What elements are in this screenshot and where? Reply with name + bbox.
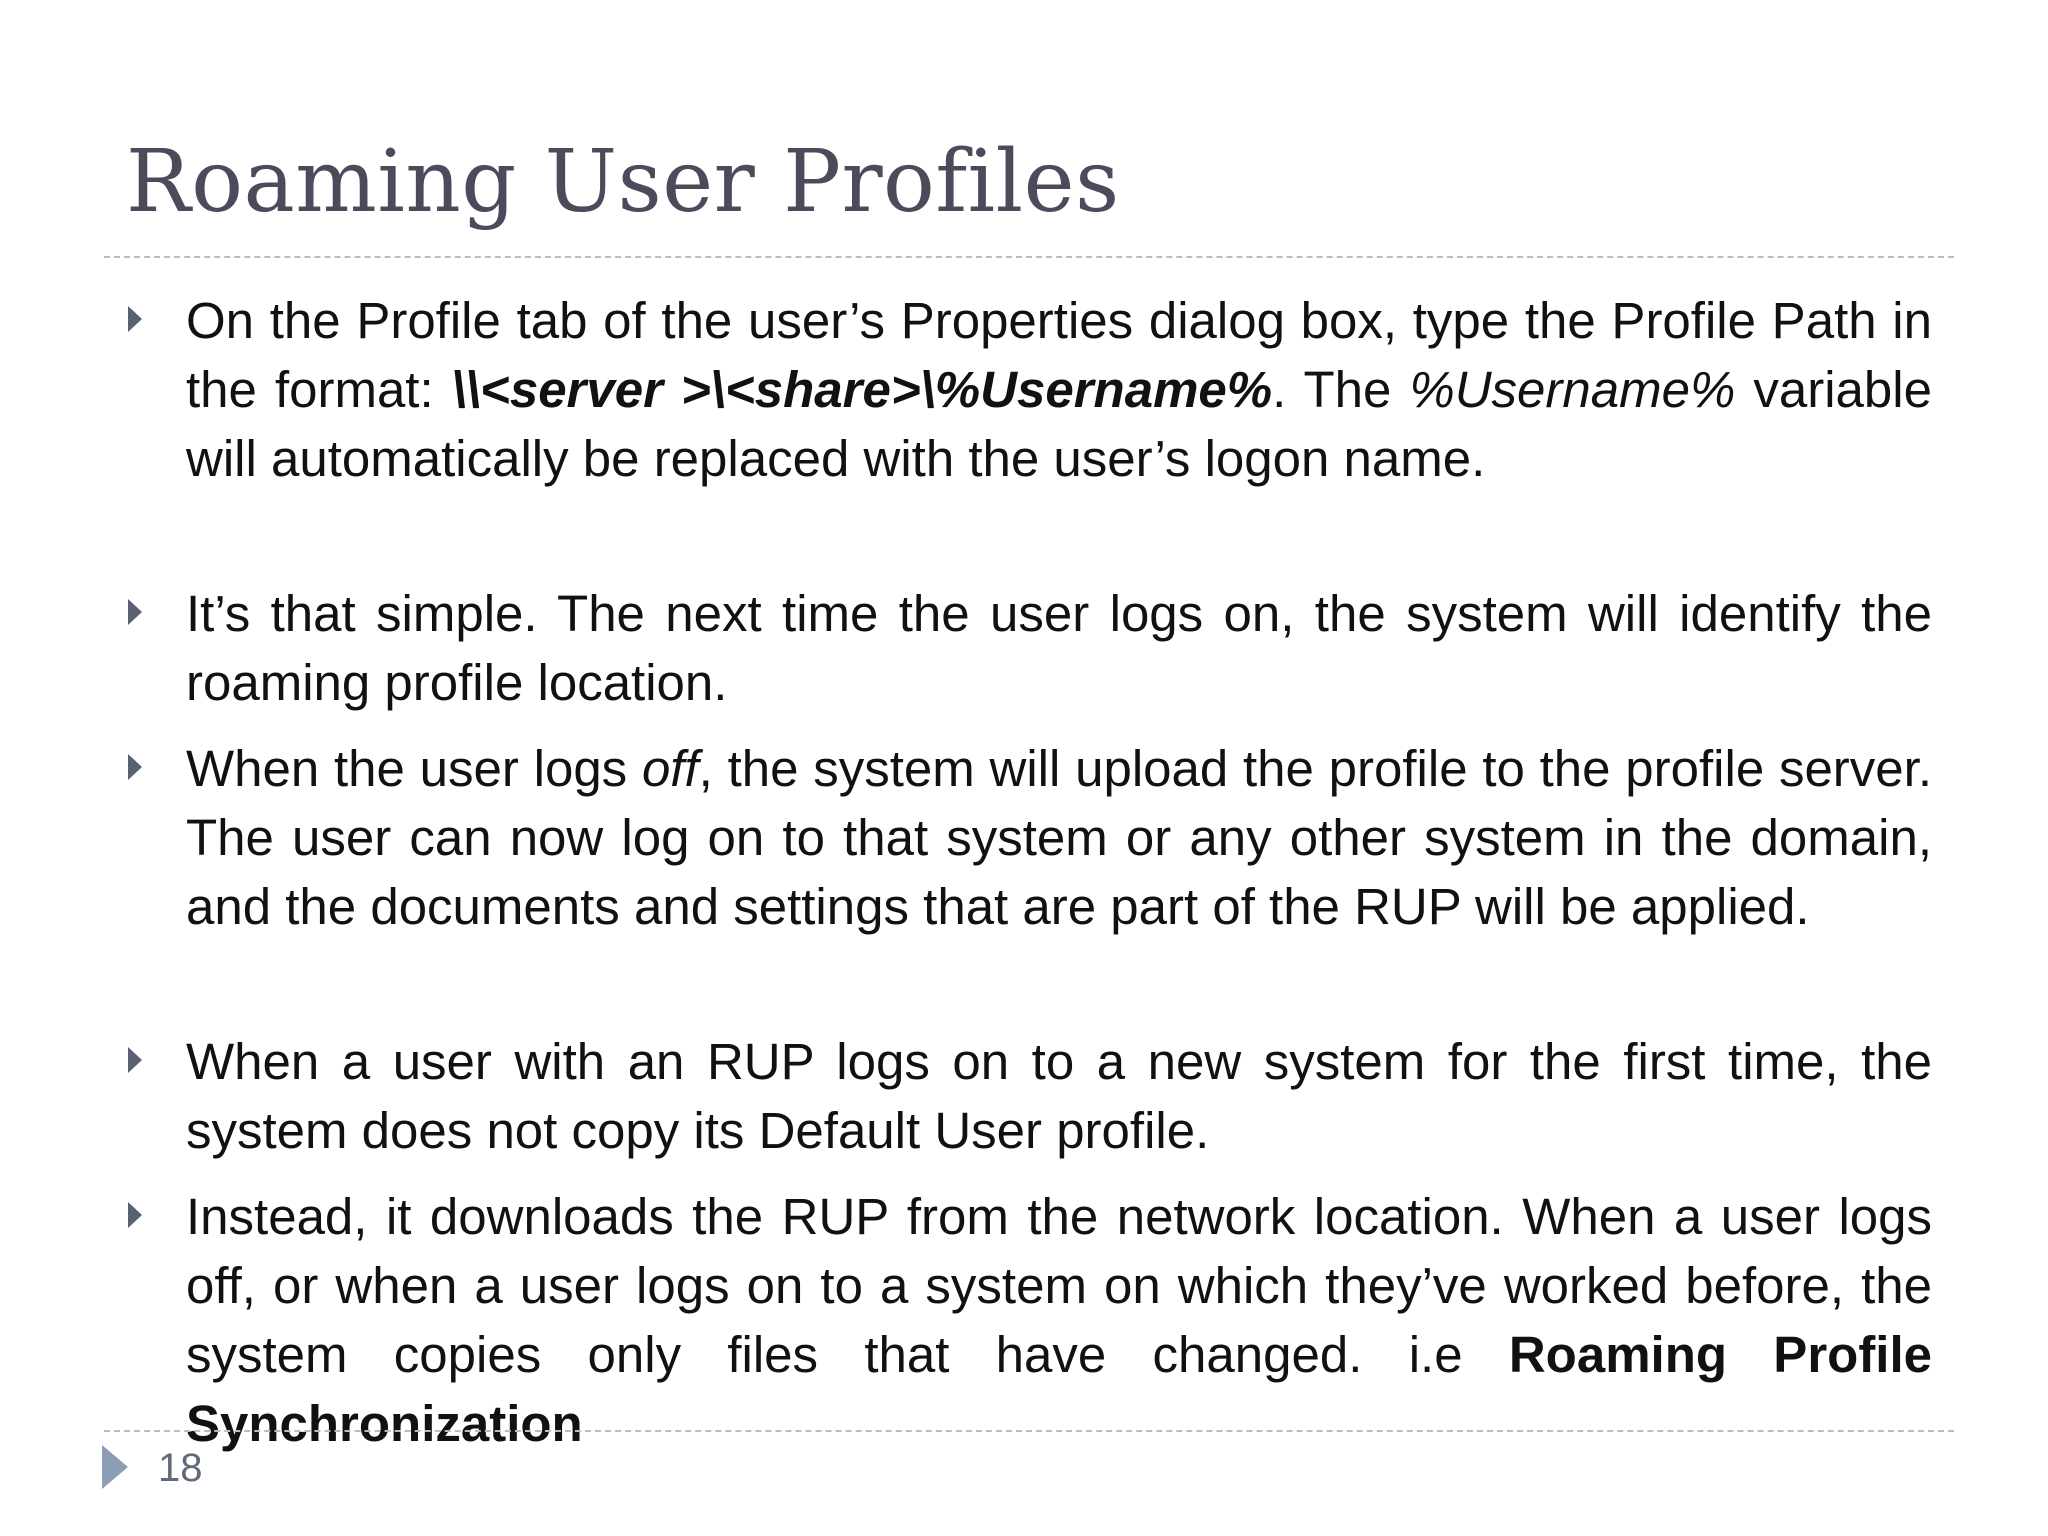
bullet-text-segment: %Username% — [1409, 361, 1736, 418]
bullet-text-segment: off — [641, 740, 699, 797]
bullet-text — [186, 734, 1932, 941]
footer-arrow-icon — [102, 1445, 128, 1489]
bullet-text-segment: variable will automatically be replaced with the user’s logon name. — [186, 361, 1932, 487]
bullet-text-segment: \\<server >\<share>\%Username% — [451, 361, 1273, 418]
bullet-text-segment: . The — [1272, 361, 1410, 418]
triangle-bullet-icon — [128, 599, 142, 625]
bullet-text-segment: When the user logs — [186, 740, 642, 797]
bullet-text-segment: On the Profile tab of the user’s Properties dialog box, type the Profile Path in the format: — [186, 292, 1932, 418]
footer-divider — [104, 1430, 1954, 1432]
triangle-bullet-icon — [128, 1202, 142, 1228]
bullet-text-segment: Instead, it downloads the RUP from the network location. When a user logs off, or when a user logs on to a system on which they’ve worked before, the system copies only files that have changed. i.e — [186, 1188, 1932, 1383]
triangle-bullet-icon — [128, 306, 142, 332]
bullet-text-segment: When a user with an RUP logs on to a new system for the first time, the system does not copy its Default User profile. — [186, 1033, 1932, 1159]
title-divider — [104, 256, 1954, 258]
triangle-bullet-icon — [128, 1047, 142, 1073]
bullet-text — [186, 1182, 1932, 1458]
page-number: 18 — [158, 1446, 203, 1490]
slide-title: Roaming User Profiles — [126, 132, 1120, 232]
bullet-text-segment: Roaming Profile Synchronization — [186, 1326, 1932, 1452]
triangle-bullet-icon — [128, 754, 142, 780]
bullet-text — [186, 579, 1932, 717]
bullet-text — [186, 1027, 1932, 1165]
bullet-text-segment: It’s that simple. The next time the user logs on, the system will identify the roaming profile location. — [186, 585, 1932, 711]
bullet-text — [186, 286, 1932, 493]
bullet-text-segment: , the system will upload the profile to the profile server. The user can now log on to that system or any other system in the domain, and the documents and settings that are part of the RUP will be applied. — [186, 740, 1932, 935]
